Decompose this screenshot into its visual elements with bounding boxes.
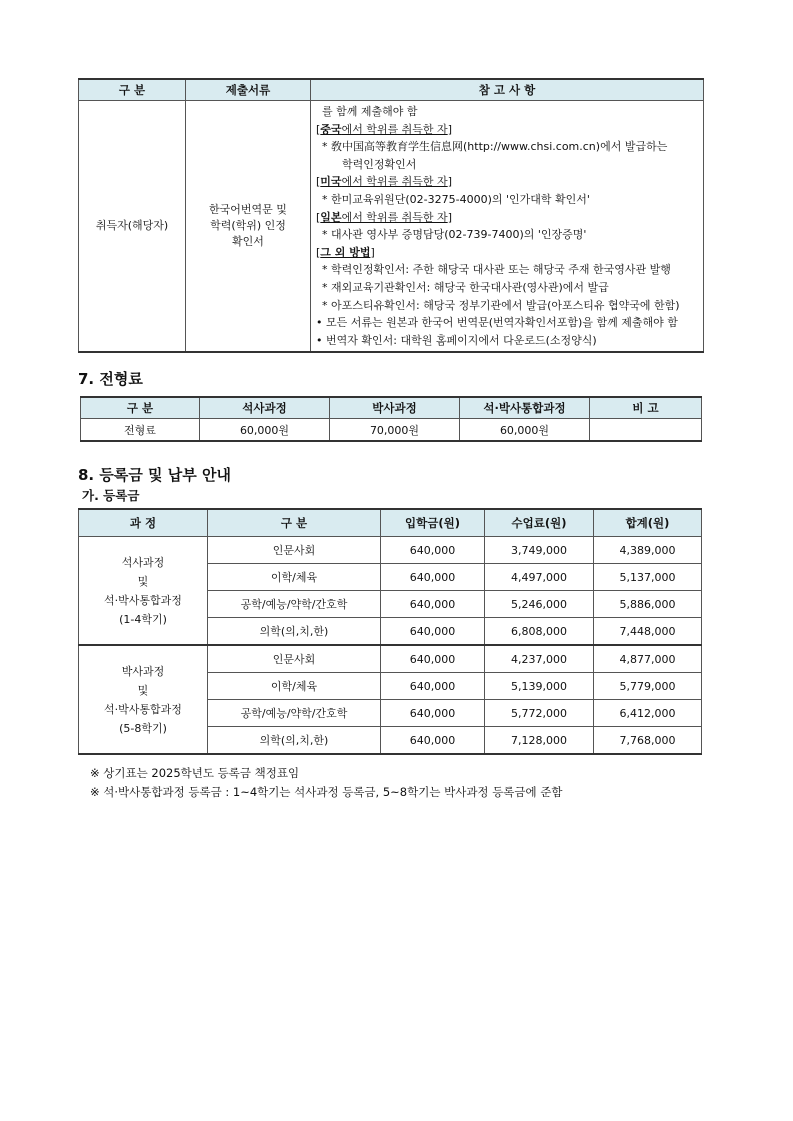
tuition-table — [78, 508, 702, 755]
admission-fee-cell: 640,000 — [381, 700, 485, 727]
footnote: ※ 상기표는 2025학년도 등록금 책정표임 — [90, 766, 300, 780]
field-cell: 공학/예능/약학/간호학 — [208, 700, 381, 727]
field-cell: 인문사회 — [208, 537, 381, 564]
total-cell: 7,448,000 — [594, 618, 702, 646]
total-cell: 5,137,000 — [594, 564, 702, 591]
table-row — [79, 645, 702, 673]
admission-fee-cell: 640,000 — [381, 564, 485, 591]
total-cell: 5,779,000 — [594, 673, 702, 700]
fee-cell: 60,000원 — [460, 419, 590, 442]
total-cell: 7,768,000 — [594, 727, 702, 755]
admission-fee-cell: 640,000 — [381, 673, 485, 700]
etc-note: * 재외교육기관확인서: 해당국 한국대사관(영사관)에서 발급 — [322, 280, 609, 294]
tuition-header: 과 정 — [79, 509, 208, 537]
field-cell: 이학/체육 — [208, 564, 381, 591]
footnote: ※ 석·박사통합과정 등록금 : 1~4학기는 석사과정 등록금, 5~8학기는 박사과정 등록금에 준함 — [90, 785, 563, 799]
tuition-header: 입학금(원) — [381, 509, 485, 537]
category-cell: 취득자(해당자) — [79, 101, 186, 353]
bullet-note: • 모든 서류는 원본과 한국어 번역문(번역자확인서포함)을 함께 제출해야 함 — [316, 316, 678, 330]
fee-header: 석사과정 — [200, 397, 330, 419]
header-notes: 참 고 사 항 — [311, 79, 704, 101]
admission-fee-cell: 640,000 — [381, 618, 485, 646]
tuition-header: 수업료(원) — [485, 509, 594, 537]
fee-row — [81, 419, 702, 442]
fee-cell: 70,000원 — [330, 419, 460, 442]
etc-note: * 학력인정확인서: 주한 해당국 대사관 또는 해당국 주재 한국영사관 발행 — [322, 263, 671, 277]
fee-header: 석·박사통합과정 — [460, 397, 590, 419]
tuition-header: 구 분 — [208, 509, 381, 537]
tuition-fee-cell: 4,497,000 — [485, 564, 594, 591]
admission-fee-cell: 640,000 — [381, 591, 485, 618]
jp-heading: [일본에서 학위를 취득한 자] — [316, 210, 452, 224]
group-label: 박사과정 및 석·박사통합과정 (5-8학기) — [79, 645, 208, 754]
etc-heading: [그 외 방법] — [316, 245, 375, 259]
field-cell: 인문사회 — [208, 645, 381, 673]
china-note-cont: 학력인정확인서 — [342, 157, 417, 171]
documents-cell — [186, 101, 311, 353]
field-cell: 공학/예능/약학/간호학 — [208, 591, 381, 618]
field-cell: 의학(의,치,한) — [208, 618, 381, 646]
fee-cell: 60,000원 — [200, 419, 330, 442]
total-cell: 6,412,000 — [594, 700, 702, 727]
jp-note: * 대사관 영사부 증명담당(02-739-7400)의 '인장증명' — [322, 228, 587, 242]
field-cell: 이학/체육 — [208, 673, 381, 700]
tuition-table-header — [79, 509, 702, 537]
total-cell: 5,886,000 — [594, 591, 702, 618]
china-note: * 敎中国高等教育学生信息网(http://www.chsi.com.cn)에서 발급하는 — [322, 140, 668, 154]
tuition-fee-cell: 5,772,000 — [485, 700, 594, 727]
total-cell: 4,877,000 — [594, 645, 702, 673]
documents-text: 한국어번역문 및 학력(학위) 인정확인서 — [209, 203, 287, 249]
documents-table-header — [79, 79, 704, 101]
documents-table-row — [79, 101, 704, 353]
fee-cell: 전형료 — [81, 419, 200, 442]
us-heading: [미국에서 학위를 취득한 자] — [316, 175, 452, 189]
tuition-header: 합계(원) — [594, 509, 702, 537]
fee-table — [80, 396, 702, 442]
tuition-fee-cell: 5,139,000 — [485, 673, 594, 700]
tuition-fee-cell: 7,128,000 — [485, 727, 594, 755]
tuition-fee-cell: 3,749,000 — [485, 537, 594, 564]
bullet-note: • 번역자 확인서: 대학원 홈페이지에서 다운로드(소정양식) — [316, 333, 597, 347]
fee-header: 구 분 — [81, 397, 200, 419]
china-heading: [중국에서 학위를 취득한 자] — [316, 122, 452, 136]
admission-fee-cell: 640,000 — [381, 727, 485, 755]
table-row — [79, 537, 702, 564]
note-line: 를 함께 제출해야 함 — [322, 105, 418, 118]
tuition-fee-cell: 6,808,000 — [485, 618, 594, 646]
section-8-title: 8. 등록금 및 납부 안내 — [78, 466, 231, 484]
tuition-fee-cell: 4,237,000 — [485, 645, 594, 673]
group-label: 석사과정 및 석·박사통합과정 (1-4학기) — [79, 537, 208, 646]
tuition-fee-cell: 5,246,000 — [485, 591, 594, 618]
us-note: * 한미교육위원단(02-3275-4000)의 '인가대학 확인서' — [322, 192, 590, 206]
fee-table-header — [81, 397, 702, 419]
admission-fee-cell: 640,000 — [381, 645, 485, 673]
total-cell: 4,389,000 — [594, 537, 702, 564]
section-7-title: 7. 전형료 — [78, 370, 143, 388]
header-category: 구 분 — [79, 79, 186, 101]
admission-fee-cell: 640,000 — [381, 537, 485, 564]
field-cell: 의학(의,치,한) — [208, 727, 381, 755]
header-documents: 제출서류 — [186, 79, 311, 101]
section-8-subtitle: 가. 등록금 — [82, 488, 140, 503]
fee-cell — [590, 419, 702, 442]
documents-table — [78, 78, 704, 353]
notes-cell — [311, 101, 704, 353]
fee-header: 비 고 — [590, 397, 702, 419]
etc-note: * 아포스티유확인서: 해당국 정부기관에서 발급(아포스티유 협약국에 한함) — [322, 298, 680, 312]
fee-header: 박사과정 — [330, 397, 460, 419]
